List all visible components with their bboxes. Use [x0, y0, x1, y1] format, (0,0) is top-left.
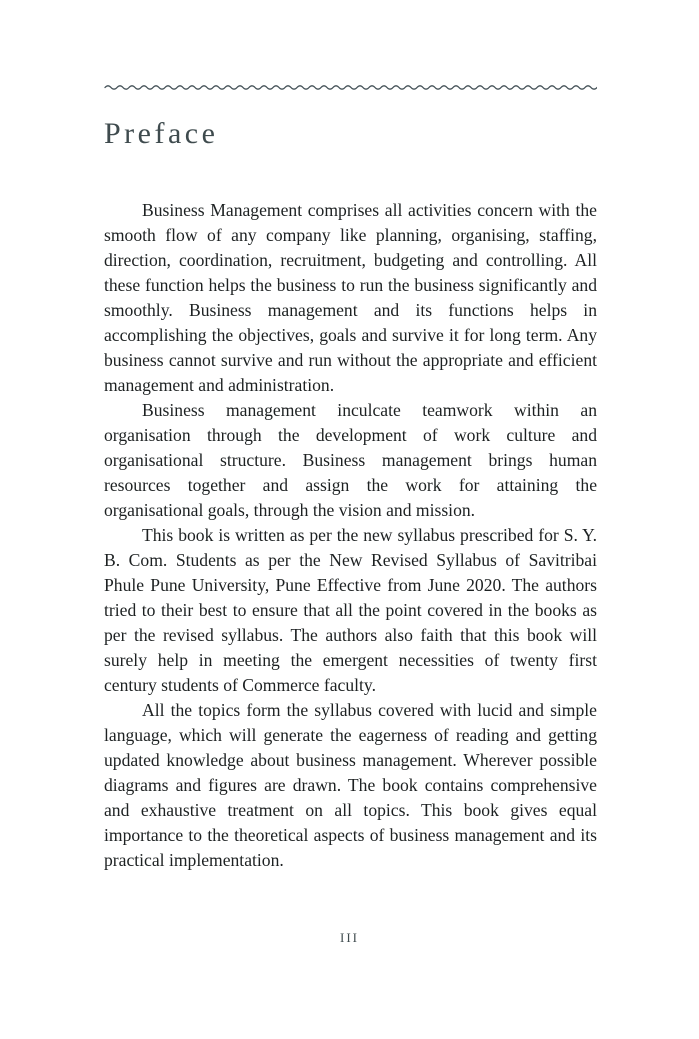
preface-paragraph-4: All the topics form the syllabus covered with lucid and simple language, which will generate the eagerness of reading and getting updated knowledge about business management. Wherever possible diagrams and figures are drawn. The book contains comprehensive and exhaustive treatment on all topics. This book gives equal importance to the theoretical aspects of business management and its practical implementation. — [104, 700, 597, 870]
page-number: III — [340, 930, 359, 945]
preface-paragraph-2: Business management inculcate teamwork within an organisation through the development of work culture and organisational structure. Business management brings human resources together and assign the work for attaining the organisational goals, through the vision and mission. — [104, 400, 597, 520]
preface-paragraph-3: This book is written as per the new syllabus prescribed for S. Y. B. Com. Students as per the New Revised Syllabus of Savitribai Phule Pune University, Pune Effective from June 2020. The authors tried to their best to ensure that all the point covered in the books as per the revised syllabus. The authors also faith that this book will surely help in meeting the emergent necessities of twenty first century students of Commerce faculty. — [104, 525, 597, 695]
page-content — [104, 0, 597, 873]
preface-body — [104, 198, 597, 873]
page-title: Preface — [104, 117, 219, 150]
wavy-divider — [104, 82, 597, 92]
wavy-divider-path — [105, 86, 597, 89]
preface-paragraph-1: Business Management comprises all activities concern with the smooth flow of any company like planning, organising, staffing, direction, coordination, recruitment, budgeting and controlling. All these function helps the business to run the business significantly and smoothly. Business management and its functions helps in accomplishing the objectives, goals and survive it for long term. Any business cannot survive and run without the appropriate and efficient management and administration. — [104, 200, 597, 395]
